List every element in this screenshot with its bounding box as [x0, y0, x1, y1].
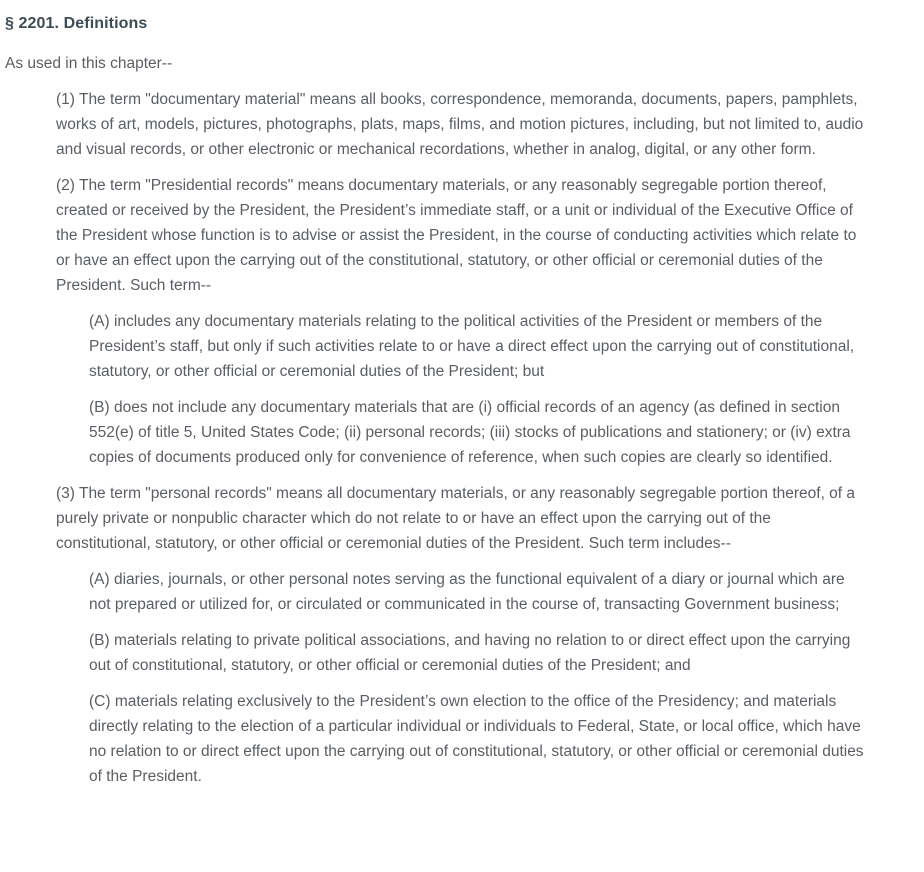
paragraph-3-subparagraph-C: (C) materials relating exclusively to the President’s own election to the office of the Presidency; and materials directly relating to the election of a particular individual or individuals to Federal, State, or local office, which have no relation to or direct effect upon the carrying out of constitutional, statutory, or other official or ceremonial duties of the President.: [89, 693, 864, 785]
paragraph-3: (3) The term "personal records" means all documentary materials, or any reasonably segregable portion thereof, of a purely private or nonpublic character which do not relate to or have an effect upon the carrying out of the constitutional, statutory, or other official or ceremonial duties of the President. Such term includes--: [56, 485, 856, 552]
paragraph-1: (1) The term "documentary material" means all books, correspondence, memoranda, documents, papers, pamphlets, works of art, models, pictures, photographs, plats, maps, films, and motion pictures, including, but not limited to, audio and visual records, or other electronic or mechanical recordations, whether in analog, digital, or any other form.: [56, 91, 864, 158]
paragraph-3-subparagraph-A: (A) diaries, journals, or other personal notes serving as the functional equivalent of a diary or journal which are not prepared or utilized for, or circulated or communicated in the course of, transacting Government business;: [89, 571, 845, 613]
section-heading: § 2201. Definitions: [5, 15, 148, 32]
paragraph-3-subparagraph-B: (B) materials relating to private political associations, and having no relation to or direct effect upon the carrying out of constitutional, statutory, or other official or ceremonial duties of the President; and: [89, 632, 851, 674]
paragraph-2-subparagraph-A: (A) includes any documentary materials relating to the political activities of the President or members of the President’s staff, but only if such activities relate to or have a direct effect upon the carrying out of constitutional, statutory, or other official or ceremonial duties of the President; but: [89, 313, 855, 380]
paragraph-2: (2) The term "Presidential records" means documentary materials, or any reasonably segregable portion thereof, created or received by the President, the President’s immediate staff, or a unit or individual of the Executive Office of the President whose function is to advise or assist the President, in the course of conducting activities which relate to or have an effect upon the carrying out of the constitutional, statutory, or other official or ceremonial duties of the President. Such term--: [56, 177, 857, 294]
intro-line: As used in this chapter--: [5, 55, 173, 72]
paragraph-2-subparagraph-B: (B) does not include any documentary materials that are (i) official records of an agency (as defined in section 552(e) of title 5, United States Code; (ii) personal records; (iii) stocks of publications and stationery; or (iv) extra copies of documents produced only for convenience of reference, when such copies are clearly so identified.: [89, 399, 851, 466]
